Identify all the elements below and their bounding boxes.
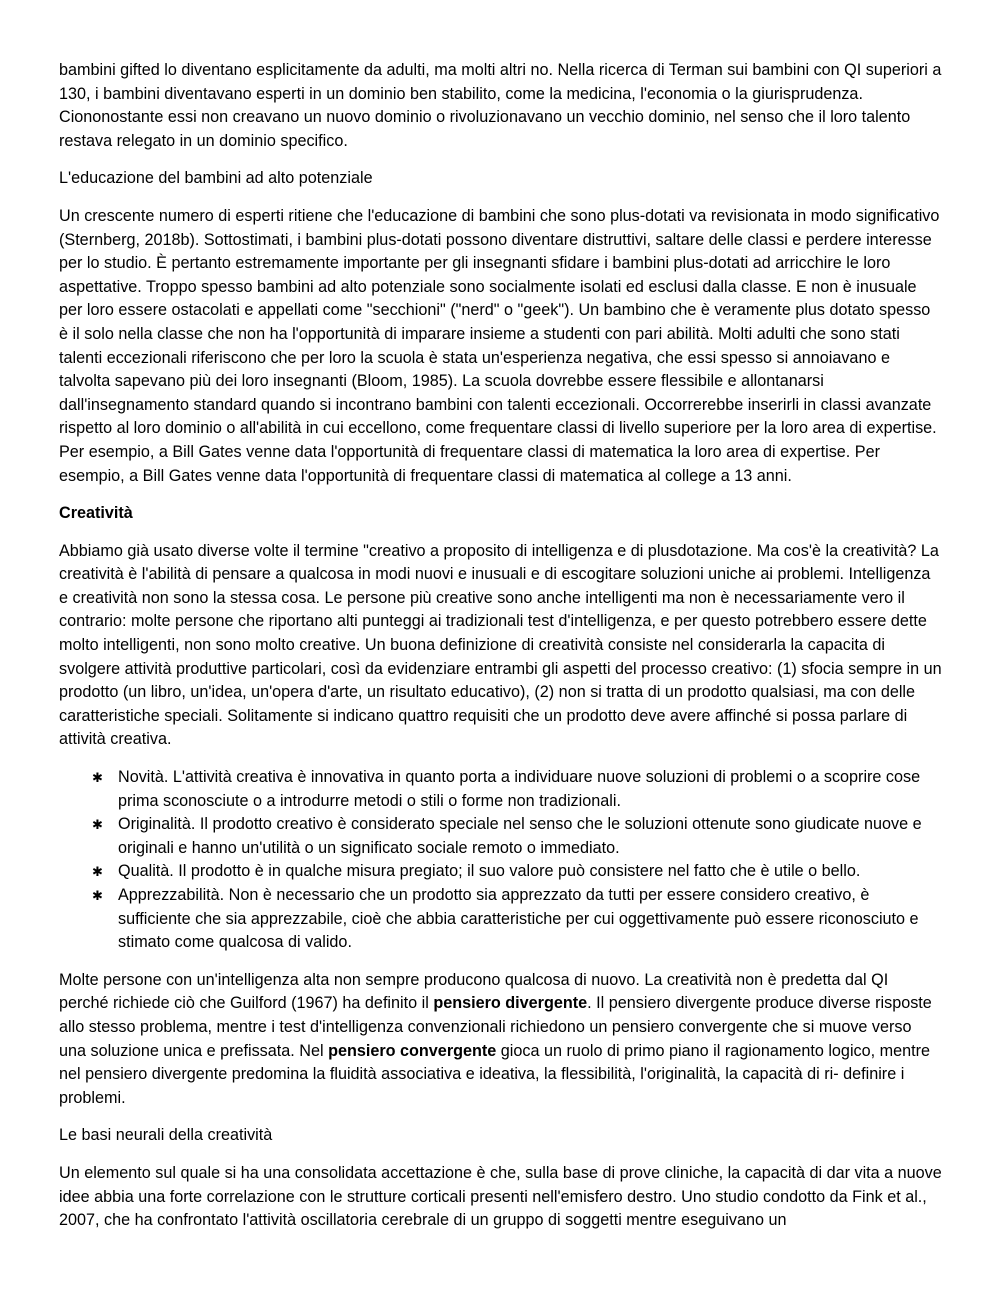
- list-item: [59, 884, 942, 955]
- asterisk-bullet-icon: ✱: [92, 864, 103, 880]
- list-item: [59, 813, 942, 860]
- text-run: gioca un ruolo di primo piano il ragionamento logico, mentre nel pensiero divergente predomina la fluidità associativa e ideativa, la flessibilità, l'originalità, la capacità di ri- definire i problemi.: [59, 1041, 931, 1107]
- text-run: . Il pensiero divergente produce diverse risposte allo stesso problema, mentre i test d'intelligenza convenzionali richiedono un pensiero convergente che si muove verso una soluzione unica e prefissata. Nel: [59, 994, 932, 1060]
- section-heading-creativity: Creatività: [59, 504, 133, 523]
- paragraph-gifted-adults: bambini gifted lo diventano esplicitamente da adulti, ma molti altri no. Nella ricerca di Terman sui bambini con QI superiori a 130, i bambini diventavano esperti in un dominio ben stabilito, come la medicina, l'economia o la giurisprudenza. Ciononostante essi non creavano un nuovo dominio o rivoluzionavano un vecchio dominio, nel senso che il loro talento restava relegato in un dominio specifico.: [59, 61, 942, 150]
- list-item-text: Apprezzabilità. Non è necessario che un prodotto sia apprezzato da tutti per essere considero creativo, è sufficiente che sia apprezzabile, cioè che abbia caratteristiche per cui oggettivamente può essere riconosciuto e stimato come qualcosa di valido.: [118, 886, 919, 952]
- list-item-text: Qualità. Il prodotto è in qualche misura pregiato; il suo valore può consistere nel fatto che è utile o bello.: [118, 862, 861, 881]
- list-item: [59, 766, 942, 813]
- section-heading-neural-bases: Le basi neurali della creatività: [59, 1126, 273, 1145]
- creativity-requirements-list: [59, 766, 942, 955]
- paragraph-education: Un crescente numero di esperti ritiene che l'educazione di bambini che sono plus-dotati va revisionata in modo significativo (Sternberg, 2018b). Sottostimati, i bambini plus-dotati possono diventare distruttivi, saltare delle classi e perdere interesse per lo studio. È pertanto estremamente importante per gli insegnanti sfidare i bambini plus-dotati ad arricchire le loro aspettative. Troppo spesso bambini ad alto potenziale sono socialmente isolati ed esclusi dalla classe. E non è inusuale per loro essere ostacolati e appellati come "secchioni" ("nerd" o "geek"). Un bambino che è veramente plus dotato spesso è il solo nella classe che non ha l'opportunità di imparare insieme a studenti con pari abilità. Molti adulti che sono stati talenti eccezionali riferiscono che per loro la scuola è stata un'esperienza negativa, che essi spesso si annoiavano e talvolta sapevano più dei loro insegnanti (Bloom, 1985). La scuola dovrebbe essere flessibile e allontanarsi dall'insegnamento standard quando si incontrano bambini con talenti eccezionali. Occorrerebbe inserirli in classi avanzate rispetto al loro dominio o all'abilità in cui eccellono, come frequentare classi di livello superiore per la loro area di expertise. Per esempio, a Bill Gates venne data l'opportunità di frequentare classi di matematica la loro area di expertise. Per esempio, a Bill Gates venne data l'opportunità di frequentare classi di matematica al college a 13 anni.: [59, 206, 940, 485]
- asterisk-bullet-icon: ✱: [92, 888, 103, 903]
- text-run: Molte persone con un'intelligenza alta non sempre producono qualcosa di nuovo. La creatività non è predetta dal QI perché richiede ciò che Guilford (1967) ha definito il: [59, 970, 889, 1013]
- section-heading-education: L'educazione del bambini ad alto potenziale: [59, 169, 373, 188]
- asterisk-bullet-icon: ✱: [92, 770, 103, 786]
- bold-term-convergent: pensiero convergente: [328, 1041, 497, 1060]
- list-item-text: Novità. L'attività creativa è innovativa in quanto porta a individuare nuove soluzioni di problemi o a scoprire cose prima sconosciute o a introdurre metodi o stili o forme non tradizionali.: [118, 768, 921, 810]
- list-item-text: Originalità. Il prodotto creativo è considerato speciale nel senso che le soluzioni ottenute sono giudicate nuove e originali e hanno un'utilità o un significato sociale remoto o immediato.: [118, 815, 922, 857]
- bold-term-divergent: pensiero divergente: [433, 994, 588, 1013]
- asterisk-bullet-icon: ✱: [92, 817, 103, 833]
- list-item: [59, 860, 942, 884]
- paragraph-divergent-thinking: [59, 969, 942, 1111]
- paragraph-creativity-definition: Abbiamo già usato diverse volte il termine "creativo a proposito di intelligenza e di plusdotazione. Ma cos'è la creatività? La creatività è l'abilità di pensare a qualcosa in modi nuovi e inusuali e di escogitare soluzioni uniche ai problemi. Intelligenza e creatività non sono la stessa cosa. Le persone più creative sono anche intelligenti ma non è necessariamente vero il contrario: molte persone che riportano alti punteggi ai tradizionali test d'intelligenza, e per questo potrebbero essere dette molto intelligenti, non sono molto creative. Un buona definizione di creatività consiste nel considerarla la capacita di svolgere attività produttive particolari, così da evidenziare entrambi gli aspetti del processo creativo: (1) sfocia sempre in un prodotto (un libro, un'idea, un'opera d'arte, un risultato educativo), (2) non si tratta di un prodotto qualsiasi, ma con delle caratteristiche speciali. Solitamente si indicano quattro requisiti che un prodotto deve avere affinché si possa parlare di attività creativa.: [59, 541, 942, 749]
- paragraph-neural-bases: Un elemento sul quale si ha una consolidata accettazione è che, sulla base di prove cliniche, la capacità di dar vita a nuove idee abbia una forte correlazione con le strutture corticali presenti nell'emisfero destro. Uno studio condotto da Fink et al., 2007, che ha confrontato l'attività oscillatoria cerebrale di un gruppo di soggetti mentre eseguivano un: [59, 1163, 942, 1230]
